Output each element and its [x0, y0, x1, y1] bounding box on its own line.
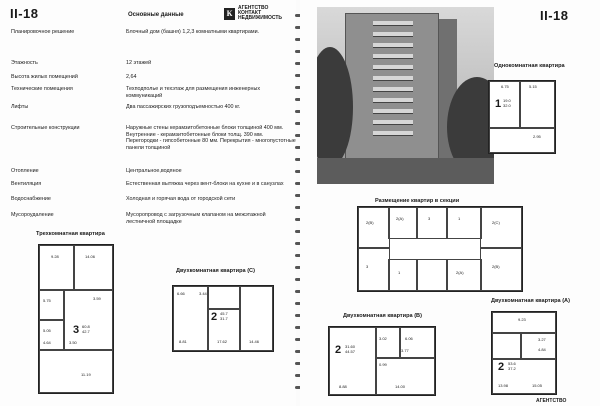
plan-area-living: 31.7	[220, 316, 228, 321]
series-title-right: II-18	[540, 8, 569, 23]
spec-row	[11, 29, 296, 43]
brand-line-2: КОНТАКТ	[238, 10, 262, 16]
plan-area-total: 32.0	[503, 103, 511, 108]
spec-value: Блочный дом (башня) 1,2,3 комнатными квартирами.	[126, 29, 260, 35]
plan-dim: 15.05	[532, 383, 543, 388]
plan-room-count: 2	[211, 311, 218, 323]
section-cell	[416, 207, 448, 239]
spec-value: Центральное,водяное	[126, 168, 182, 174]
plan-room	[207, 286, 241, 310]
two-room-c-plan	[172, 285, 274, 352]
plan-dim: 3.02	[379, 336, 387, 341]
section-cell	[446, 207, 482, 239]
section-plan	[357, 206, 523, 292]
section-label: 1	[458, 216, 461, 221]
plan-room	[73, 245, 113, 291]
spec-value: Два пассажирских грузоподъемностью 400 кг.	[126, 104, 241, 110]
spec-label: Лифты	[11, 104, 29, 110]
plan-room	[399, 327, 435, 359]
section-cell	[358, 247, 390, 291]
column-title: Основные данные	[128, 12, 184, 18]
spec-value: Техподполье и техэтаж для размещения инженерных коммуникаций	[126, 86, 261, 99]
plan-dim: 3.27	[538, 337, 546, 342]
plan-area-total: 44.57	[345, 349, 356, 354]
two-room-a-caption: Двухкомнатная квартира (А)	[491, 298, 570, 304]
left-page	[0, 0, 296, 406]
plan-room	[39, 289, 65, 321]
plan-dim: 14.06	[85, 254, 96, 259]
spec-label: Мусороудаление	[11, 212, 54, 218]
plan-area-total: 45.7	[220, 311, 228, 316]
plan-dim: 3.44	[199, 291, 207, 296]
brand-line-1: АГЕНТСТВО	[238, 5, 269, 11]
plan-dim: 3.77	[401, 348, 409, 353]
plan-dim: 9.28	[51, 254, 59, 259]
section-label: 2(В)	[366, 220, 374, 225]
plan-area-living: 37.2	[508, 366, 516, 371]
plan-dim: 5.75	[43, 298, 51, 303]
spec-label: Отопление	[11, 168, 39, 174]
spec-value: Наружные стены керамзитобетонные блоки толщиной 400 мм. Внутренние - керамзитобетонные блоки толщ. 390 мм. Перегородки - гипсобетонные 80 мм. Перекрытия - многопустотные панели толщиной	[126, 125, 296, 151]
agency-logo	[224, 6, 282, 21]
plan-room	[329, 327, 377, 395]
plan-dim: 9.23	[518, 317, 526, 322]
plan-dim: 3.59	[93, 296, 101, 301]
one-room-caption: Однокомнатная квартира	[494, 63, 565, 69]
spec-label: Строительные конструкции	[11, 125, 80, 131]
section-cell	[388, 207, 418, 239]
plan-dim: 4.64	[43, 340, 51, 345]
plan-dim: 4.84	[538, 347, 546, 352]
plan-dim: 5.05	[43, 328, 51, 333]
section-label: 3	[366, 264, 369, 269]
plan-area-total: 53.6	[508, 361, 516, 366]
plan-room	[519, 81, 555, 129]
plan-room-count: 2	[498, 361, 505, 373]
plan-dim: 8.81	[179, 339, 187, 344]
brand-line-3: НЕДВИЖИМОСТЬ	[238, 15, 283, 21]
plan-dim: 0.99	[379, 362, 387, 367]
plan-room	[39, 349, 113, 393]
plan-area-living: 31.60	[345, 344, 356, 349]
three-room-caption: Трехкомнатная квартира	[36, 231, 105, 237]
section-cell	[446, 259, 482, 291]
spec-value: 2,64	[126, 74, 137, 80]
plan-dim: 2.95	[533, 134, 541, 139]
building-photo	[317, 7, 494, 184]
two-room-a-plan	[491, 311, 557, 395]
spec-label: Высота жилых помещений	[11, 74, 78, 80]
plan-dim: 6.06	[405, 336, 413, 341]
spec-label: Вентиляция	[11, 181, 42, 187]
plan-room-count: 1	[495, 98, 502, 110]
spec-label: Технические помещения	[11, 86, 73, 92]
plan-dim: 17.62	[217, 339, 228, 344]
section-cell	[358, 207, 390, 249]
footer-brand: АГЕНТСТВО	[536, 398, 567, 404]
plan-area-living: 19.0	[503, 98, 511, 103]
plan-dim: 11.19	[81, 372, 91, 377]
spec-value: Естественная вытяжка через вент-блоки на кухне и в санузлах	[126, 181, 284, 187]
series-title-left: II-18	[10, 6, 39, 21]
section-caption: Размещение квартир в секции	[375, 198, 460, 204]
plan-dim: 14.46	[249, 339, 260, 344]
agency-logo-mark-icon: К	[224, 8, 235, 20]
plan-dim: 13.98	[498, 383, 509, 388]
section-label: 2(А)	[456, 270, 464, 275]
plan-dim: 6.66	[177, 291, 185, 296]
section-cell	[416, 259, 448, 291]
plan-room	[39, 245, 75, 291]
spec-value: 12 этажей	[126, 60, 152, 66]
section-label: 2(В)	[492, 264, 500, 269]
section-label: 2(А)	[396, 216, 404, 221]
section-label: 1	[398, 270, 401, 275]
spec-label: Этажность	[11, 60, 38, 66]
plan-dim: 6.75	[501, 84, 509, 89]
plan-area-total: 60.8	[82, 324, 90, 329]
spec-value: Холодная и горячая вода от городской сети	[126, 196, 236, 202]
section-cell	[480, 247, 522, 291]
plan-room	[39, 319, 65, 351]
plan-room-count: 3	[73, 324, 80, 336]
section-label: 3	[428, 216, 431, 221]
plan-room	[492, 312, 556, 334]
one-room-plan	[488, 80, 556, 154]
plan-dim: 14.00	[395, 384, 406, 389]
section-cell	[388, 259, 418, 291]
two-room-c-caption: Двухкомнатная квартира (С)	[176, 268, 255, 274]
plan-room	[375, 327, 401, 359]
spec-label: Планировочное решение	[11, 29, 75, 35]
spec-label: Водоснабжение	[11, 196, 51, 202]
spec-value: Мусоропровод с загрузочным клапаном на межэтажной лестничной площадке	[126, 212, 266, 225]
plan-area-living: 42.7	[82, 329, 90, 334]
three-room-plan	[38, 244, 114, 394]
two-room-b-plan	[328, 326, 436, 396]
plan-dim: 8.88	[339, 384, 347, 389]
plan-room	[492, 332, 522, 360]
two-room-b-caption: Двухкомнатная квартира (В)	[343, 313, 422, 319]
section-cell	[480, 207, 522, 249]
section-label: 2(С)	[492, 220, 500, 225]
plan-room-count: 2	[335, 344, 342, 356]
plan-dim: 3.50	[69, 340, 77, 345]
plan-dim: 5.15	[529, 84, 537, 89]
agency-logo-text	[238, 6, 282, 21]
plan-room	[489, 127, 555, 153]
